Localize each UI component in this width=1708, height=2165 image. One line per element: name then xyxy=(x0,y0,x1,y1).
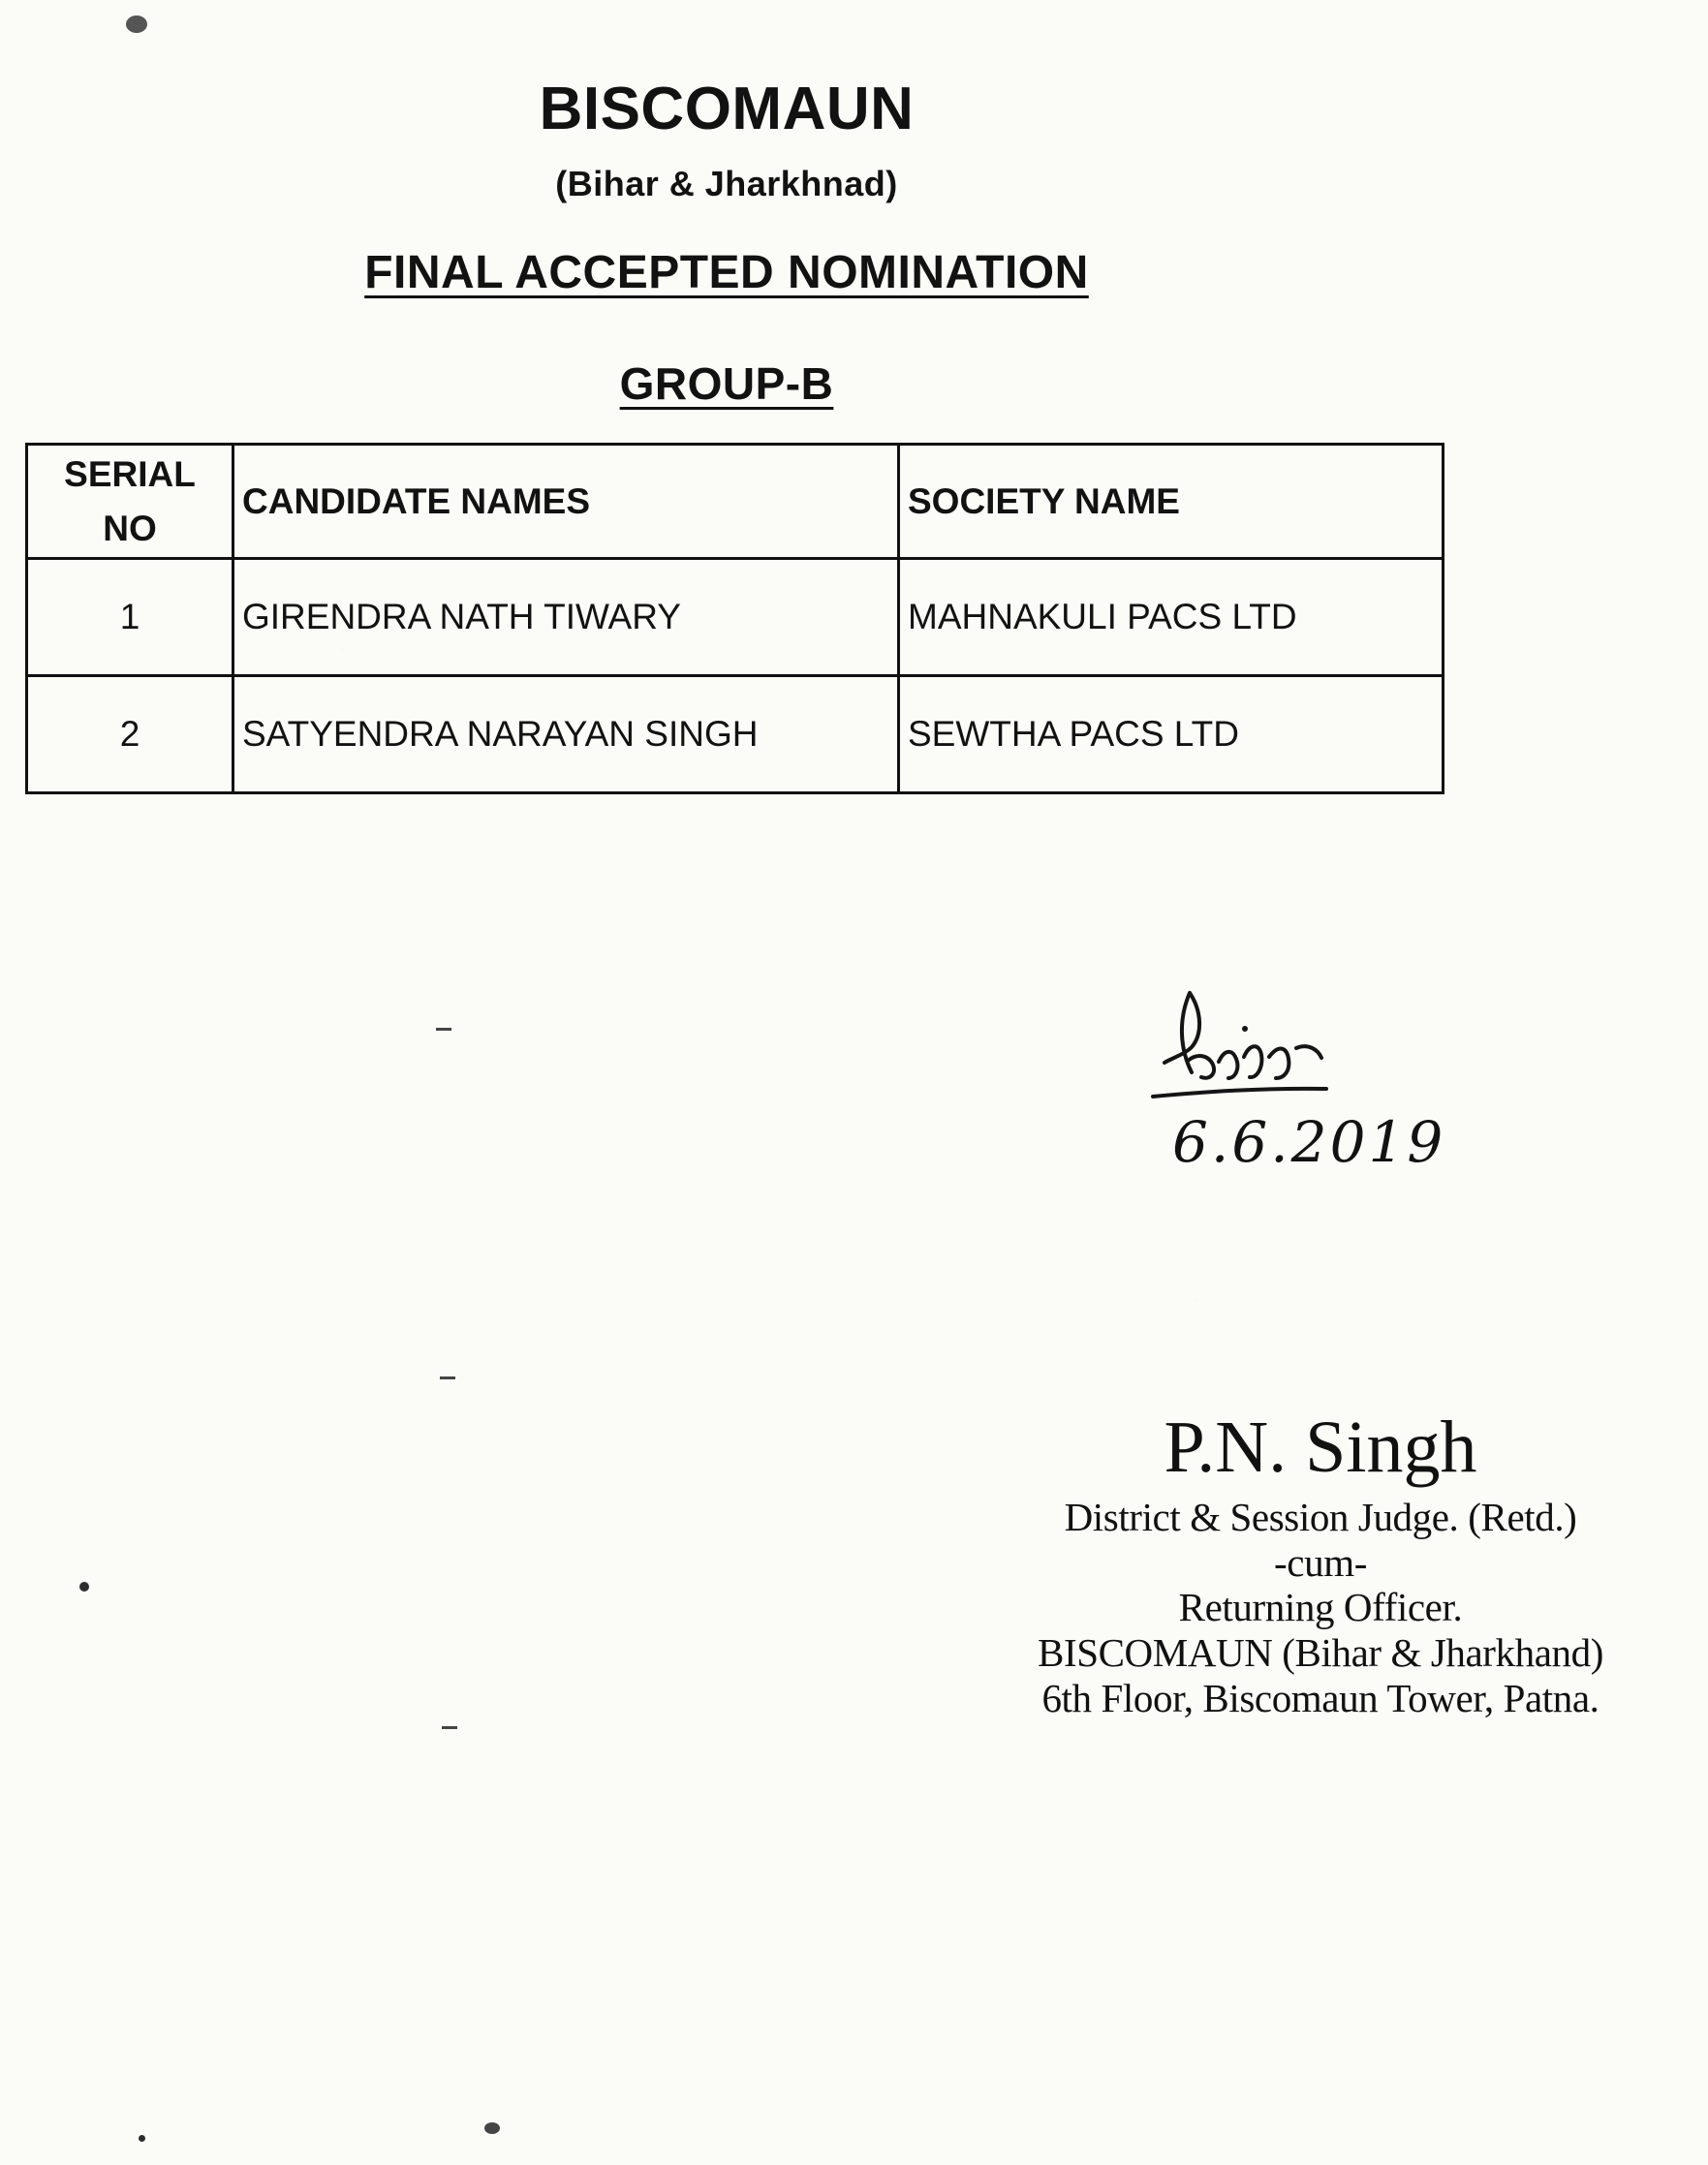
serial-number-header xyxy=(27,445,233,559)
nominations-table-wrap xyxy=(25,443,1444,794)
nominations-table xyxy=(25,443,1444,794)
table-header xyxy=(27,445,1444,559)
organization-name: BISCOMAUN xyxy=(539,76,915,142)
officer-name: P.N. Singh xyxy=(1164,1407,1477,1488)
serial-number-cell: 1 xyxy=(27,559,233,676)
organization-region: (Bihar & Jharkhnad) xyxy=(555,164,898,203)
handwritten-date: 6.6.2019 xyxy=(1172,1109,1446,1175)
group-title: GROUP-B xyxy=(619,358,834,409)
table-header-row xyxy=(27,445,1444,559)
candidate-name-cell: SATYENDRA NARAYAN SINGH xyxy=(233,676,899,793)
scan-mark xyxy=(436,1028,451,1031)
table-row xyxy=(27,559,1444,676)
scan-mark xyxy=(442,1726,457,1729)
scan-speck xyxy=(139,2135,145,2142)
officer-cum-line: -cum- xyxy=(1274,1539,1367,1585)
scan-mark xyxy=(440,1376,455,1379)
society-name-cell: SEWTHA PACS LTD xyxy=(899,676,1444,793)
table-row xyxy=(27,676,1444,793)
candidate-name-cell: GIRENDRA NATH TIWARY xyxy=(233,559,899,676)
officer-role: Returning Officer. xyxy=(1178,1585,1463,1630)
officer-organization: BISCOMAUN (Bihar & Jharkhand) xyxy=(1038,1630,1603,1675)
scan-speck xyxy=(79,1582,89,1592)
table-body xyxy=(27,559,1444,793)
officer-designation: District & Session Judge. (Retd.) xyxy=(1064,1494,1577,1539)
scan-speck xyxy=(126,15,147,33)
document-title: FINAL ACCEPTED NOMINATION xyxy=(364,247,1089,298)
society-name-cell: MAHNAKULI PACS LTD xyxy=(899,559,1444,676)
officer-address: 6th Floor, Biscomaun Tower, Patna. xyxy=(1041,1675,1599,1720)
serial-header-line-1: SERIAL xyxy=(64,454,196,494)
serial-header-line-2: NO xyxy=(103,508,157,548)
candidate-names-header: CANDIDATE NAMES xyxy=(233,445,899,559)
serial-number-cell: 2 xyxy=(27,676,233,793)
society-name-header: SOCIETY NAME xyxy=(899,445,1444,559)
scan-speck xyxy=(484,2122,500,2134)
officer-signature-block xyxy=(1020,1409,1621,1720)
